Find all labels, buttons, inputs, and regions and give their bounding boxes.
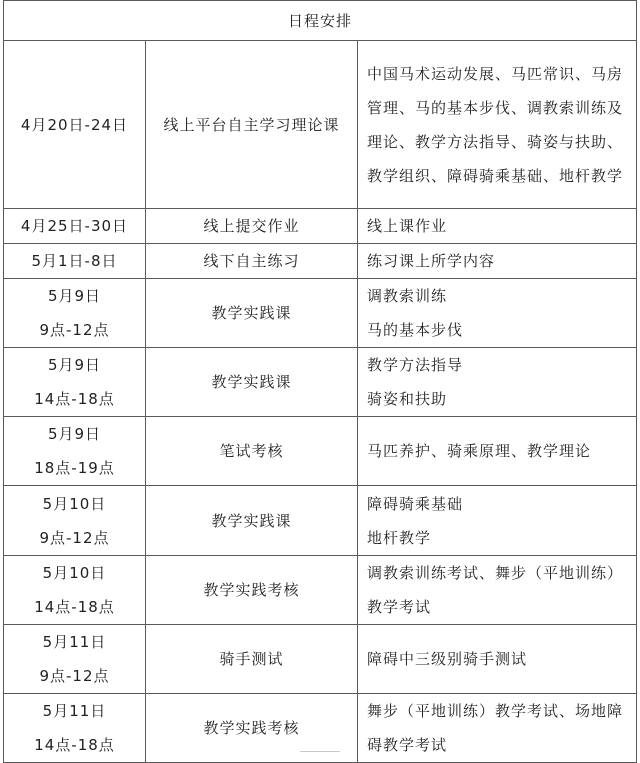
- schedule-row: [4, 556, 637, 625]
- date-cell: [4, 209, 146, 244]
- schedule-row: [4, 486, 637, 556]
- activity-cell: 线上提交作业: [146, 209, 358, 244]
- schedule-row: [4, 417, 637, 486]
- activity-cell: 教学实践考核: [146, 556, 358, 625]
- date-line: 5月9日: [47, 287, 102, 305]
- activity-cell: 线下自主练习: [146, 244, 358, 279]
- schedule-body: [4, 1, 637, 763]
- date-line: 5月11日: [42, 633, 107, 651]
- schedule-row: [4, 244, 637, 279]
- content-line: 教学方法指导: [367, 356, 464, 374]
- schedule-row: [4, 348, 637, 417]
- date-line: 9点-12点: [39, 321, 110, 339]
- content-line: 障碍中三级别骑手测试: [367, 650, 528, 668]
- date-cell: [4, 41, 146, 209]
- date-cell: [4, 694, 146, 763]
- content-cell: [358, 348, 637, 417]
- date-line: 5月10日: [42, 564, 107, 582]
- schedule-title-row: [4, 1, 637, 41]
- activity-cell: 笔试考核: [146, 417, 358, 486]
- date-line: 4月25日-30日: [20, 217, 129, 235]
- content-line: 马的基本步伐: [367, 321, 464, 339]
- content-cell: [358, 556, 637, 625]
- date-line: 4月20日-24日: [20, 115, 129, 134]
- content-line: 马匹养护、骑乘原理、教学理论: [367, 442, 592, 460]
- content-line: 线上课作业: [367, 217, 448, 235]
- content-cell: [358, 41, 637, 209]
- content-line: 舞步（平地训练）教学考试、场地障碍教学考试: [367, 702, 624, 754]
- content-line: 调教索训练考试、舞步（平地训练）教学考试: [367, 564, 624, 616]
- activity-cell: 骑手测试: [146, 625, 358, 694]
- content-line: 骑姿和扶助: [367, 390, 448, 408]
- date-cell: [4, 348, 146, 417]
- activity-cell: 教学实践课: [146, 279, 358, 348]
- content-cell: [358, 279, 637, 348]
- date-cell: [4, 556, 146, 625]
- schedule-title: 日程安排: [4, 1, 637, 41]
- page-edge-mark: [300, 751, 340, 753]
- activity-cell: 教学实践课: [146, 348, 358, 417]
- schedule-row: [4, 279, 637, 348]
- activity-cell: 线上平台自主学习理论课: [146, 41, 358, 209]
- content-line: 调教索训练: [367, 287, 448, 305]
- content-line: 地杆教学: [367, 528, 432, 547]
- date-line: 14点-18点: [34, 390, 115, 408]
- activity-cell: 教学实践考核: [146, 694, 358, 763]
- date-line: 18点-19点: [34, 459, 115, 477]
- date-line: 5月9日: [47, 425, 102, 443]
- content-cell: [358, 417, 637, 486]
- content-cell: [358, 244, 637, 279]
- date-line: 9点-12点: [39, 528, 110, 547]
- date-line: 5月11日: [42, 702, 107, 720]
- activity-cell: 教学实践课: [146, 486, 358, 556]
- content-line: 练习课上所学内容: [367, 252, 496, 270]
- date-cell: [4, 279, 146, 348]
- date-cell: [4, 486, 146, 556]
- date-line: 14点-18点: [34, 598, 115, 616]
- content-line: 中国马术运动发展、马匹常识、马房管理、马的基本步伐、调教索训练及理论、教学方法指导、骑姿与扶助、教学组织、障碍骑乘基础、地杆教学: [367, 64, 624, 185]
- schedule-table: [3, 0, 637, 763]
- date-cell: [4, 244, 146, 279]
- date-line: 5月10日: [42, 494, 107, 513]
- date-line: 5月1日-8日: [31, 252, 118, 270]
- schedule-row: [4, 41, 637, 209]
- schedule-row: [4, 209, 637, 244]
- date-line: 9点-12点: [39, 667, 110, 685]
- content-cell: [358, 486, 637, 556]
- content-cell: [358, 209, 637, 244]
- date-cell: [4, 417, 146, 486]
- date-line: 5月9日: [47, 356, 102, 374]
- date-cell: [4, 625, 146, 694]
- content-line: 障碍骑乘基础: [367, 494, 464, 513]
- content-cell: [358, 694, 637, 763]
- date-line: 14点-18点: [34, 736, 115, 754]
- schedule-row: [4, 625, 637, 694]
- content-cell: [358, 625, 637, 694]
